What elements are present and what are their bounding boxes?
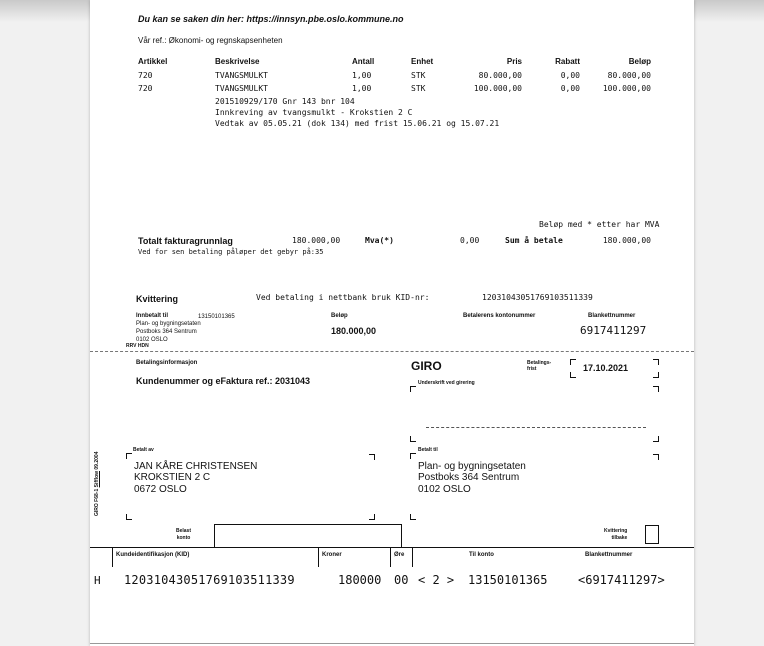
ocr-sep-2 [318,547,319,567]
paid-to-corner-bl [410,514,416,520]
ocr-form-number: <6917411297> [578,573,665,587]
customer-ref: Kundenummer og eFaktura ref.: 2031043 [136,376,311,386]
perforation-line [90,351,694,352]
debit-account-field[interactable] [214,524,402,547]
row2-rabatt: 0,00 [560,84,580,93]
mva-note: Beløp med * etter har MVA [539,220,660,229]
late-fee-note: Ved for sen betaling påløper det gebyr på:35 [138,248,324,256]
total-basis-value: 180.000,00 [292,236,341,245]
ocr-ore: 00 [394,573,409,587]
row1-belop: 80.000,00 [607,71,651,80]
payer-account-label: Betalerens kontonummer [463,313,536,319]
row2-pris: 100.000,00 [473,84,522,93]
row2-artikkel: 720 [138,84,153,93]
row2-enhet: STK [411,84,426,93]
receipt-kid-number: 12031043051769103511339 [482,293,593,302]
total-basis-label: Totalt fakturagrunnlag [138,236,233,246]
row1-beskrivelse: TVANGSMULKT [215,71,268,80]
col-header-rabatt: Rabatt [555,57,580,66]
ocr-kroner-header: Kroner [322,552,342,558]
receipt-paid-to-line-1: Plan- og bygningsetaten [136,321,201,327]
col-header-artikkel: Artikkel [138,57,168,66]
ocr-ore-header: Øre [394,552,405,558]
paid-to-line-3: 0102 OSLO [418,484,471,495]
receipt-title: Kvittering [136,294,179,304]
due-box-corner-br [653,372,659,378]
paid-to-corner-tl [410,453,416,459]
signature-line[interactable] [426,427,646,428]
note-line-2: Innkreving av tvangsmulkt - Krokstien 2 C [215,108,413,117]
paid-to-corner-tr [653,454,659,460]
our-reference: Vår ref.: Økonomi- og regnskapsenheten [138,36,283,45]
receipt-paid-to-line-2: Postboks 364 Sentrum [136,329,197,335]
receipt-paid-to-label: Innbetalt til [136,313,168,319]
page-bottom-line [90,643,694,644]
paid-by-line-1: JAN KÅRE CHRISTENSEN [134,461,258,472]
note-line-3: Vedtak av 05.05.21 (dok 134) med frist 15.06.21 og 15.07.21 [215,119,500,128]
paid-to-line-1: Plan- og bygningsetaten [418,461,526,472]
due-date-value: 17.10.2021 [583,363,629,373]
paid-by-corner-br [369,514,375,520]
kid-prompt: Ved betaling i nettbank bruk KID-nr: [256,293,430,302]
ocr-form-number-header: Blankettnummer [585,552,633,558]
col-header-enhet: Enhet [411,57,434,66]
col-header-antall: Antall [352,57,375,66]
signature-corner-tr [653,386,659,392]
signature-label: Underskrift ved girering [418,380,475,386]
payment-info-label: Betalingsinformasjon [136,360,198,366]
signature-corner-tl [410,386,416,392]
due-box-corner-tr [653,359,659,365]
due-date-label: Betalings- frist [527,360,552,372]
mva-label: Mva(*) [365,236,394,245]
mva-value: 0,00 [460,236,480,245]
row1-artikkel: 720 [138,71,153,80]
paid-to-label: Betalt til [418,447,438,453]
form-side-label: GIRO F68-1 Sifflow 09.2004 [94,451,100,516]
giro-title: GIRO [411,359,442,373]
receipt-back-label: Kvittering tilbake [604,528,628,541]
sum-to-pay-label: Sum å betale [505,236,563,245]
row1-rabatt: 0,00 [560,71,580,80]
row2-antall: 1,00 [352,84,372,93]
case-link-text: Du kan se saken din her: https://innsyn.pbe.oslo.kommune.no [138,14,404,24]
debit-account-label: Belast konto [176,528,192,541]
receipt-ref-small: RRV HDN [126,343,149,349]
ocr-sep-3 [390,547,391,567]
due-box-corner-tl [570,359,576,365]
col-header-beskrivelse: Beskrivelse [215,57,260,66]
ocr-top-line [90,547,694,548]
row2-beskrivelse: TVANGSMULKT [215,84,268,93]
receipt-amount-value: 180.000,00 [331,326,377,336]
row1-enhet: STK [411,71,426,80]
sum-to-pay-value: 180.000,00 [602,236,651,245]
ocr-mark: H [94,574,101,587]
receipt-form-number: 6917411297 [580,324,647,337]
paid-by-label: Betalt av [133,447,154,453]
ocr-kid-header: Kundeidentifikasjon (KID) [116,552,190,558]
receipt-amount-label: Beløp [331,313,348,319]
paid-by-corner-tl [126,453,132,459]
paid-to-line-2: Postboks 364 Sentrum [418,472,520,483]
paid-by-corner-tr [369,454,375,460]
ocr-kid: 12031043051769103511339 [124,573,295,587]
ocr-to-account-header: Til konto [469,552,494,558]
receipt-back-checkbox[interactable] [645,525,659,544]
row2-belop: 100.000,00 [602,84,651,93]
ocr-sep-1 [112,547,113,567]
receipt-paid-to-line-3: 0102 OSLO [136,337,168,343]
row1-antall: 1,00 [352,71,372,80]
receipt-form-number-label: Blankettnummer [588,313,636,319]
receipt-paid-to-account: 13150101365 [198,314,235,320]
document-page [90,0,694,646]
row1-pris: 80.000,00 [478,71,522,80]
paid-by-line-3: 0672 OSLO [134,484,187,495]
ocr-check: < 2 > [418,573,455,587]
paid-to-corner-top [410,436,416,442]
paid-to-corner-top-right [653,436,659,442]
col-header-pris: Pris [506,57,522,66]
paid-by-corner-bl [126,514,132,520]
due-box-corner-bl [570,372,576,378]
ocr-sep-4 [412,547,413,567]
paid-by-line-2: KROKSTIEN 2 C [134,472,211,483]
ocr-kroner: 180000 [338,573,382,587]
ocr-to-account: 13150101365 [468,573,548,587]
col-header-belop: Beløp [628,57,651,66]
note-line-1: 201510929/170 Gnr 143 bnr 104 [215,97,355,106]
